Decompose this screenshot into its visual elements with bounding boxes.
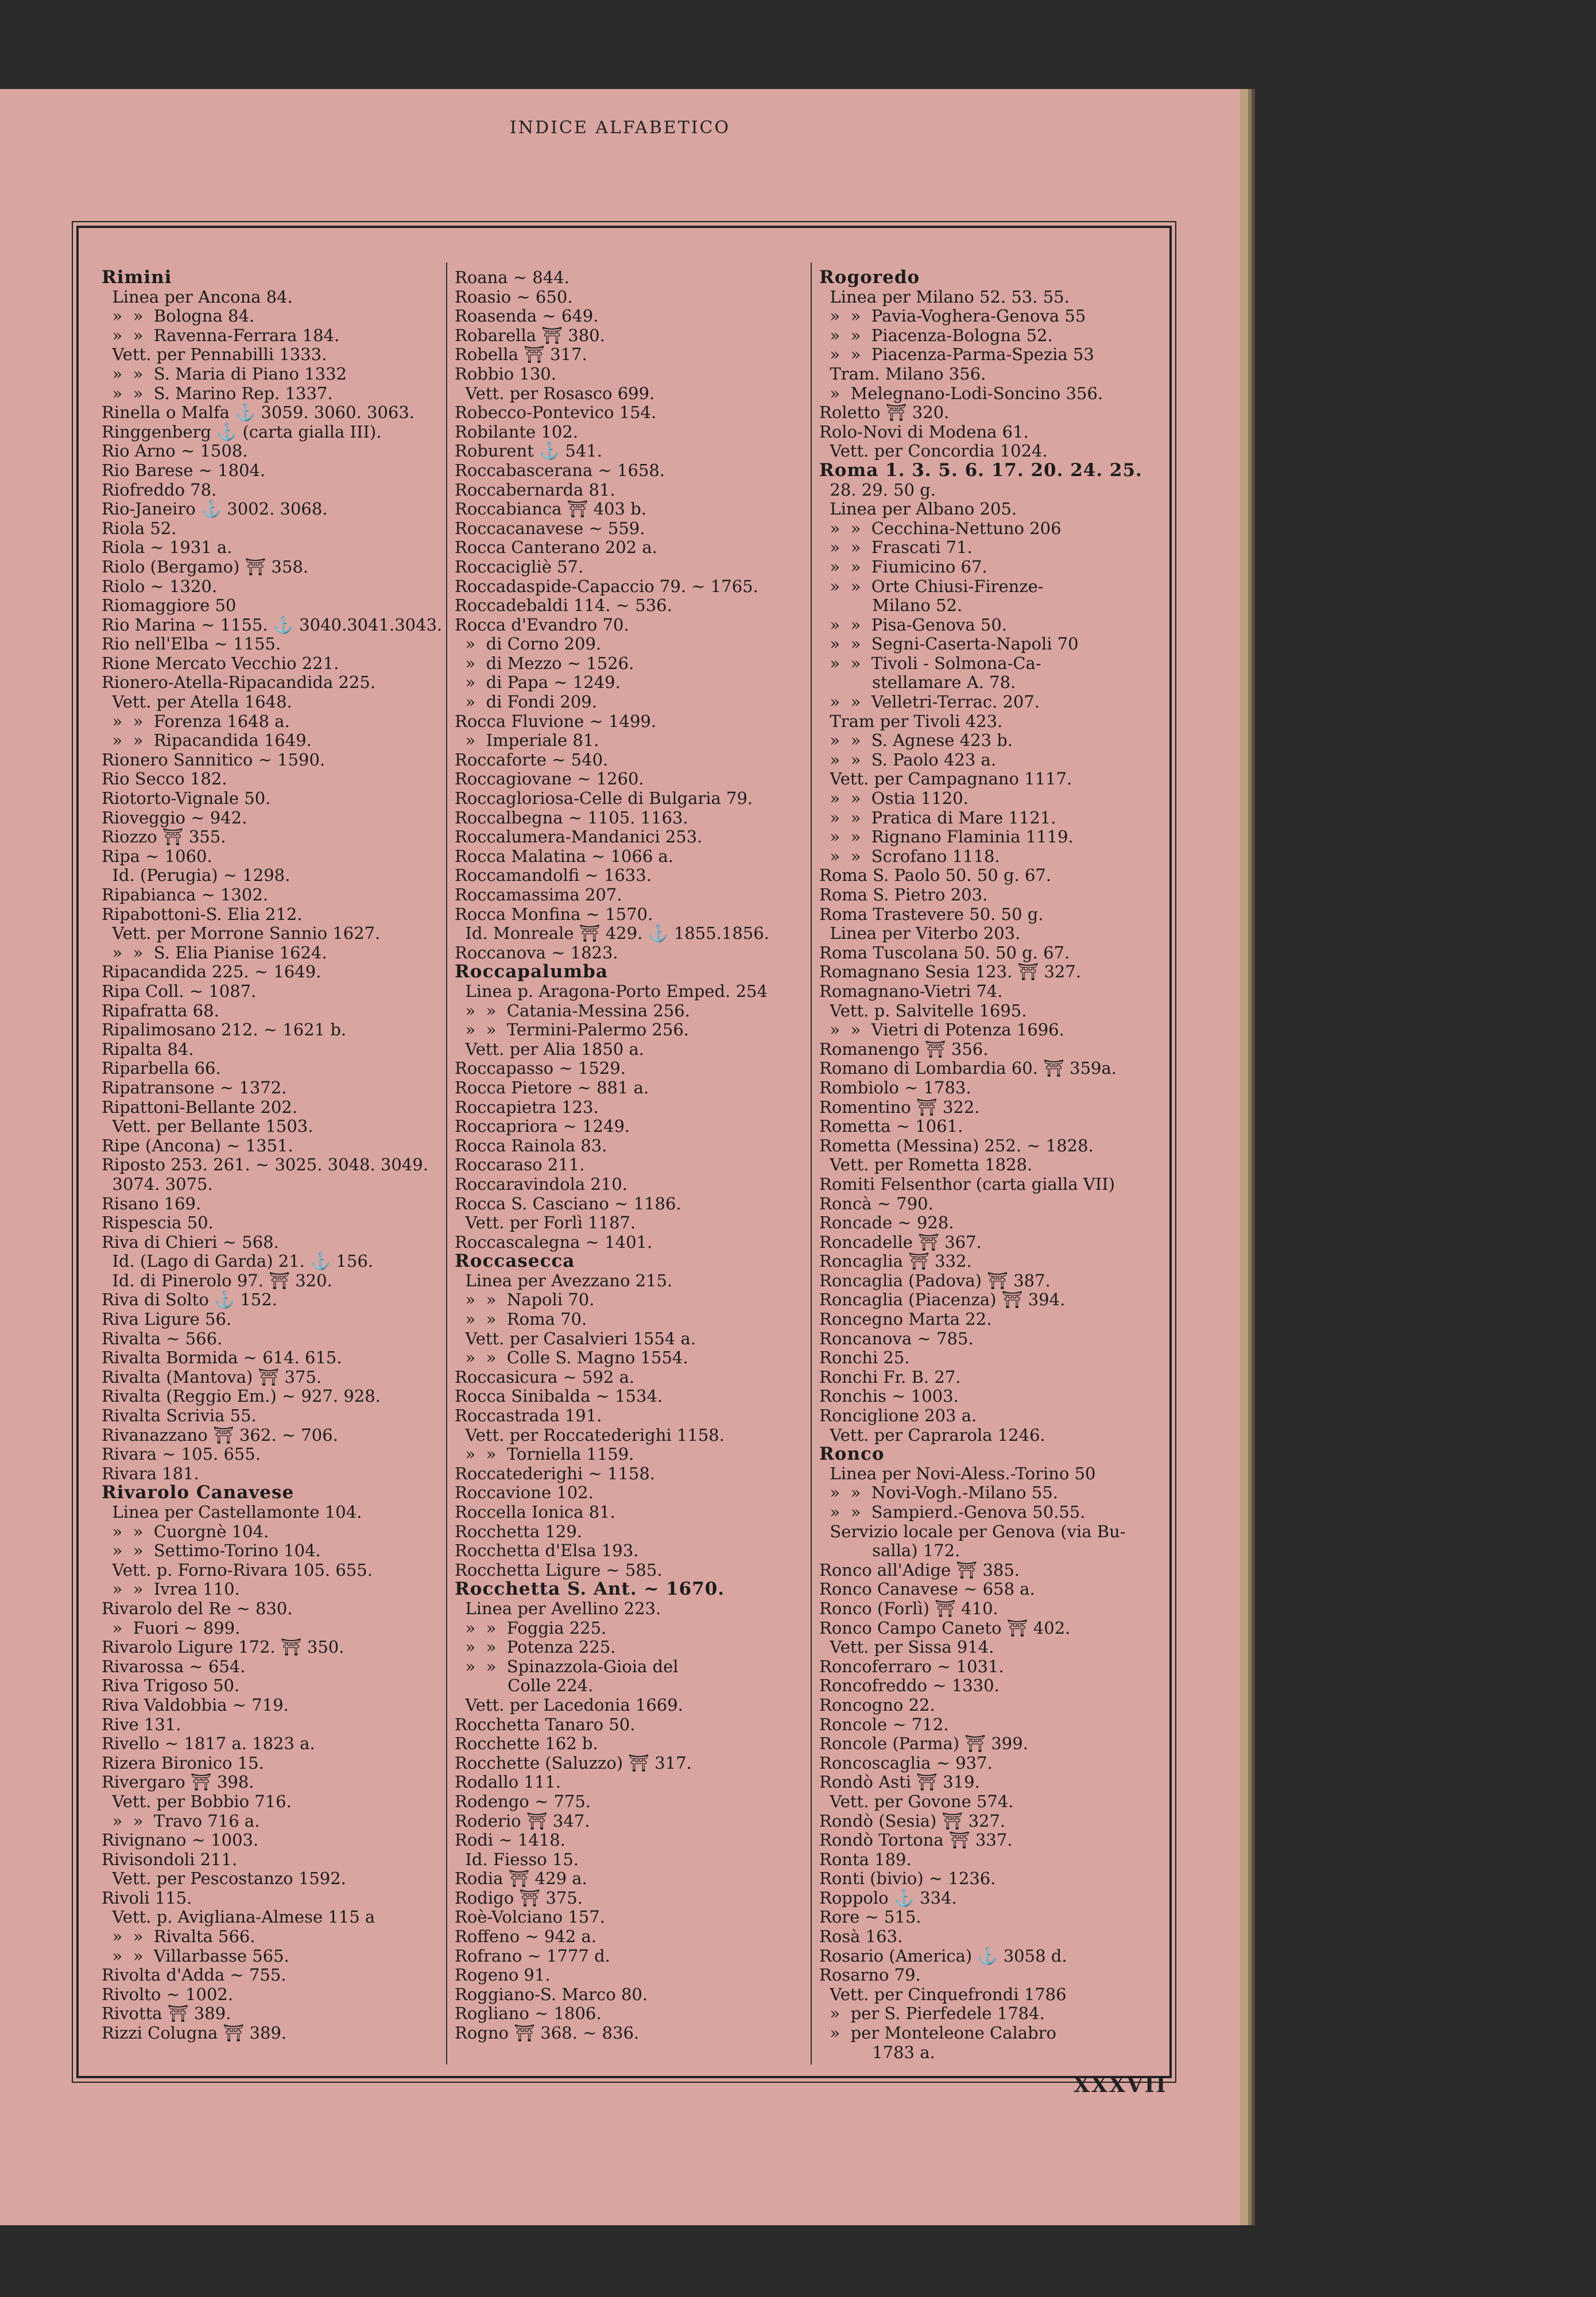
- index-entry: Roderio ⛩ 347.: [455, 1811, 590, 1831]
- index-entry: Vett. per Bobbio 716.: [102, 1791, 292, 1811]
- index-entry: Riofreddo 78.: [102, 479, 217, 500]
- index-entry: Roccaforte ~ 540.: [455, 749, 609, 769]
- index-entry: Rio Secco 182.: [102, 769, 227, 789]
- index-entry: Riolo ~ 1320.: [102, 576, 218, 596]
- index-entry: Milano 52.: [819, 595, 963, 616]
- index-entry: » » Pisa-Genova 50.: [819, 614, 1008, 635]
- index-entry: Robbio 130.: [455, 364, 556, 384]
- index-entry: » » Tivoli - Solmona-Ca-: [819, 653, 1041, 673]
- index-entry: Roccanova ~ 1823.: [455, 942, 618, 962]
- index-entry: Roccamassima 207.: [455, 885, 622, 904]
- index-entry: Roma S. Paolo 50. 50 g. 67.: [819, 865, 1052, 885]
- index-entry: Roccapriora ~ 1249.: [455, 1116, 630, 1136]
- index-entry: Roncoferraro ~ 1031.: [819, 1656, 1004, 1676]
- index-entry: Rio nell'Elba ~ 1155.: [102, 634, 281, 654]
- index-entry: Rizzi Colugna ⛩ 389.: [102, 2023, 287, 2043]
- index-entry: Id. Monreale ⛩ 429. ⚓ 1855.1856.: [455, 923, 769, 943]
- index-entry: Ronti (bivio) ~ 1236.: [819, 1869, 996, 1889]
- index-entry: 3074. 3075.: [102, 1174, 213, 1194]
- index-frame: [76, 226, 1172, 2078]
- index-entry: Rio Barese ~ 1804.: [102, 460, 266, 480]
- index-entry: » per S. Pierfedele 1784.: [819, 2004, 1045, 2024]
- index-entry: Rivisondoli 211.: [102, 1849, 238, 1869]
- index-entry: » » S. Agnese 423 b.: [819, 730, 1013, 751]
- index-entry: Riva di Chieri ~ 568.: [102, 1232, 279, 1252]
- index-entry: Linea p. Aragona-Porto Emped. 254: [455, 981, 768, 1001]
- index-entry: Roccalbegna ~ 1105. 1163.: [455, 807, 688, 827]
- index-entry: » » Termini-Palermo 256.: [455, 1020, 689, 1040]
- index-entry: Vett. per Campagnano 1117.: [819, 769, 1072, 789]
- index-entry: Roccapietra 123.: [455, 1097, 599, 1117]
- column-rule: [811, 262, 812, 2064]
- index-entry: Vett. per Rosasco 699.: [455, 383, 655, 403]
- index-entry: » » Bologna 84.: [102, 306, 255, 326]
- index-entry: Roccacigliè 57.: [455, 556, 584, 577]
- index-entry: Riola 52.: [102, 518, 177, 538]
- index-entry: Roccella Ionica 81.: [455, 1502, 615, 1522]
- index-entry: » » Scrofano 1118.: [819, 846, 1000, 866]
- index-entry: Ronco (Forlì) ⛩ 410.: [819, 1598, 998, 1618]
- index-entry: Rocca d'Evandro 70.: [455, 614, 629, 635]
- index-heading: Ronco: [819, 1444, 885, 1465]
- index-entry: Rivignano ~ 1003.: [102, 1830, 259, 1850]
- index-entry: Linea per Avezzano 215.: [455, 1270, 673, 1290]
- index-entry: Vett. per Morrone Sannio 1627.: [102, 923, 381, 943]
- index-entry: Vett. p. Salvitelle 1695.: [819, 1000, 1027, 1020]
- index-entry: Rocca Monfina ~ 1570.: [455, 904, 653, 924]
- index-entry: Rio-Janeiro ⚓ 3002. 3068.: [102, 499, 328, 519]
- index-entry: Rondò (Sesia) ⛩ 327.: [819, 1811, 1006, 1831]
- index-entry: Roccadebaldi 114. ~ 536.: [455, 595, 672, 616]
- index-entry: » » Pratica di Mare 1121.: [819, 807, 1056, 827]
- index-entry: Rivara 181.: [102, 1463, 199, 1483]
- index-entry: Ronco Campo Caneto ⛩ 402.: [819, 1618, 1071, 1638]
- index-entry: Ronchi 25.: [819, 1348, 910, 1368]
- index-entry: Ripatransone ~ 1372.: [102, 1077, 287, 1097]
- index-entry: Rinella o Malfa ⚓ 3059. 3060. 3063.: [102, 403, 415, 423]
- index-entry: Roccastrada 191.: [455, 1406, 602, 1426]
- index-entry: Ronchis ~ 1003.: [819, 1386, 959, 1406]
- index-entry: » per Monteleone Calabro: [819, 2023, 1056, 2043]
- index-entry: Roccadaspide-Capaccio 79. ~ 1765.: [455, 576, 758, 596]
- index-column-3: [819, 268, 1169, 2062]
- index-entry: stellamare A. 78.: [819, 672, 1016, 693]
- index-entry: Id. Fiesso 15.: [455, 1849, 579, 1869]
- index-entry: salla) 172.: [819, 1541, 960, 1561]
- index-entry: » » Villarbasse 565.: [102, 1946, 289, 1966]
- index-entry: » » Rivalta 566.: [102, 1927, 255, 1947]
- index-entry: » » Potenza 225.: [455, 1637, 616, 1657]
- index-entry: Vett. per Roccatederighi 1158.: [455, 1425, 725, 1445]
- index-entry: Roma Trastevere 50. 50 g.: [819, 904, 1044, 924]
- index-entry: » » Orte Chiusi-Firenze-: [819, 576, 1044, 596]
- index-entry: Roncanova ~ 785.: [819, 1328, 974, 1348]
- index-entry: Vett. per Lacedonia 1669.: [455, 1695, 683, 1715]
- index-entry: Rombiolo ~ 1783.: [819, 1077, 971, 1097]
- index-entry: Rodengo ~ 775.: [455, 1791, 591, 1811]
- index-entry: Ripalimosano 212. ~ 1621 b.: [102, 1020, 347, 1040]
- index-entry: Roncegno Marta 22.: [819, 1309, 992, 1329]
- index-entry: Ronchi Fr. B. 27.: [819, 1367, 961, 1387]
- index-entry: Roccapasso ~ 1529.: [455, 1058, 626, 1078]
- index-entry: » » Frascati 71.: [819, 537, 973, 558]
- index-entry: Riva Trigoso 50.: [102, 1676, 240, 1696]
- index-entry: » » Napoli 70.: [455, 1290, 595, 1310]
- index-heading: Rocchetta S. Ant. ~ 1670.: [455, 1579, 725, 1600]
- index-entry: Linea per Avellino 223.: [455, 1598, 661, 1618]
- index-entry: Roncà ~ 790.: [819, 1193, 933, 1213]
- index-entry: Roccabianca ⛩ 403 b.: [455, 499, 647, 519]
- index-entry: Rione Mercato Vecchio 221.: [102, 653, 339, 673]
- index-entry: » » Rignano Flaminia 1119.: [819, 827, 1074, 847]
- index-entry: Roncole ~ 712.: [819, 1714, 949, 1734]
- index-entry: Riomaggiore 50: [102, 595, 237, 616]
- index-entry: Riozzo ⛩ 355.: [102, 827, 226, 847]
- index-entry: Roncoscaglia ~ 937.: [819, 1753, 993, 1773]
- index-entry: » » Catania-Messina 256.: [455, 1000, 690, 1020]
- index-entry: Rivotta ⛩ 389.: [102, 2004, 231, 2024]
- index-entry: Roccabernarda 81.: [455, 479, 615, 500]
- index-entry: Ronta 189.: [819, 1849, 912, 1869]
- index-entry: Rocchetta d'Elsa 193.: [455, 1541, 639, 1561]
- index-entry: Rivalta (Reggio Em.) ~ 927. 928.: [102, 1386, 381, 1406]
- index-entry: Vett. per Forlì 1187.: [455, 1213, 636, 1233]
- index-entry: Robecco-Pontevico 154.: [455, 403, 657, 423]
- index-entry: Ringgenberg ⚓ (carta gialla III).: [102, 421, 382, 442]
- index-entry: » » Cuorgnè 104.: [102, 1521, 269, 1541]
- index-entry: Vett. per Cinquefrondi 1786: [819, 1984, 1067, 2004]
- index-entry: Roccalumera-Mandanici 253.: [455, 827, 703, 847]
- index-entry: Riva di Solto ⚓ 152.: [102, 1290, 277, 1310]
- index-entry: Ronciglione 203 a.: [819, 1406, 977, 1426]
- index-entry: » » Cecchina-Nettuno 206: [819, 518, 1062, 538]
- index-entry: Roasenda ~ 649.: [455, 306, 599, 326]
- index-entry: » » Velletri-Terrac. 207.: [819, 692, 1040, 712]
- index-entry: Roccaraso 211.: [455, 1155, 585, 1175]
- index-entry: » Imperiale 81.: [455, 730, 599, 751]
- index-entry: Roffeno ~ 942 a.: [455, 1927, 597, 1947]
- index-entry: Rio Arno ~ 1508.: [102, 441, 248, 461]
- index-entry: Roana ~ 844.: [455, 268, 570, 287]
- index-entry: » » Settimo-Torino 104.: [102, 1541, 321, 1561]
- index-entry: » » Fiumicino 67.: [819, 556, 987, 577]
- index-entry: Rocca S. Casciano ~ 1186.: [455, 1193, 681, 1213]
- index-entry: Vett. per Casalvieri 1554 a.: [455, 1328, 696, 1348]
- index-heading: Roccapalumba: [455, 961, 608, 983]
- index-entry: Riola ~ 1931 a.: [102, 537, 233, 558]
- index-entry: Roccamandolfi ~ 1633.: [455, 865, 652, 885]
- index-entry: Rodia ⛩ 429 a.: [455, 1869, 587, 1889]
- index-entry: Robarella ⛩ 380.: [455, 325, 605, 345]
- page-header: INDICE ALFABETICO: [509, 118, 731, 138]
- index-entry: Roncaglia (Piacenza) ⛩ 394.: [819, 1290, 1066, 1310]
- index-entry: Roccaravindola 210.: [455, 1174, 627, 1194]
- index-entry: Rocchetta Ligure ~ 585.: [455, 1560, 663, 1580]
- index-entry: Ripafratta 68.: [102, 1000, 219, 1020]
- index-entry: Roppolo ⚓ 334.: [819, 1888, 957, 1908]
- index-entry: Rivarossa ~ 654.: [102, 1656, 246, 1676]
- index-entry: Roletto ⛩ 320.: [819, 403, 950, 423]
- index-entry: Vett. per Pennabilli 1333.: [102, 345, 327, 365]
- index-entry: Romentino ⛩ 322.: [819, 1097, 980, 1117]
- index-entry: » » S. Paolo 423 a.: [819, 749, 997, 769]
- index-entry: Id. (Lago di Garda) 21. ⚓ 156.: [102, 1251, 373, 1271]
- index-entry: Roburent ⚓ 541.: [455, 441, 603, 461]
- index-entry: » Melegnano-Lodi-Soncino 356.: [819, 383, 1103, 403]
- index-entry: » » Vietri di Potenza 1696.: [819, 1020, 1064, 1040]
- index-heading: Roccasecca: [455, 1251, 575, 1272]
- index-entry: Romagnano Sesia 123. ⛩ 327.: [819, 962, 1082, 982]
- index-entry: Rivalta (Mantova) ⛩ 375.: [102, 1367, 322, 1387]
- index-entry: » » Piacenza-Bologna 52.: [819, 325, 1053, 345]
- index-entry: Romiti Felsenthor (carta gialla VII): [819, 1174, 1115, 1194]
- index-entry: Ripabianca ~ 1302.: [102, 885, 269, 904]
- index-entry: Riva Valdobbia ~ 719.: [102, 1695, 289, 1715]
- index-entry: Rivoli 115.: [102, 1888, 192, 1908]
- index-entry: Id. (Perugia) ~ 1298.: [102, 865, 290, 885]
- index-entry: Rosarno 79.: [819, 1965, 921, 1985]
- index-entry: Rionero-Atella-Ripacandida 225.: [102, 672, 376, 693]
- index-entry: Rocca Sinibalda ~ 1534.: [455, 1386, 663, 1406]
- index-entry: Rondò Tortona ⛩ 337.: [819, 1830, 1013, 1850]
- index-entry: Romagnano-Vietri 74.: [819, 981, 1003, 1001]
- index-entry: Rio Marina ~ 1155. ⚓ 3040.3041.3043.: [102, 614, 443, 635]
- index-entry: Rocca Malatina ~ 1066 a.: [455, 846, 673, 866]
- index-entry: Ripacandida 225. ~ 1649.: [102, 962, 321, 982]
- index-entry: Rivello ~ 1817 a. 1823 a.: [102, 1734, 315, 1754]
- index-entry: » » Colle S. Magno 1554.: [455, 1348, 688, 1368]
- index-entry: 1783 a.: [819, 2042, 935, 2062]
- index-entry: Vett. per Govone 574.: [819, 1791, 1014, 1811]
- index-entry: » di Fondi 209.: [455, 692, 597, 712]
- index-entry: Vett. p. Avigliana-Almese 115 a: [102, 1907, 375, 1927]
- index-entry: Rizera Bironico 15.: [102, 1753, 264, 1773]
- index-entry: Risano 169.: [102, 1193, 202, 1213]
- index-entry: Riva Ligure 56.: [102, 1309, 232, 1329]
- index-entry: Tram per Tivoli 423.: [819, 711, 1003, 731]
- index-entry: Roccasicura ~ 592 a.: [455, 1367, 635, 1387]
- index-entry: » » S. Maria di Piano 1332: [102, 364, 347, 384]
- index-entry: » di Mezzo ~ 1526.: [455, 653, 634, 673]
- index-entry: Vett. per Sissa 914.: [819, 1637, 994, 1657]
- index-entry: Roccagloriosa-Celle di Bulgaria 79.: [455, 788, 753, 809]
- index-entry: Linea per Albano 205.: [819, 499, 1017, 519]
- index-entry: Linea per Castellamonte 104.: [102, 1502, 362, 1522]
- index-entry: Roggiano-S. Marco 80.: [455, 1984, 648, 2004]
- index-entry: Tram. Milano 356.: [819, 364, 986, 384]
- index-entry: Robella ⛩ 317.: [455, 345, 587, 365]
- index-entry: » Fuori ~ 899.: [102, 1618, 241, 1638]
- index-entry: Ronco Canavese ~ 658 a.: [819, 1579, 1035, 1599]
- index-entry: Linea per Milano 52. 53. 55.: [819, 287, 1070, 307]
- index-entry: Rogno ⛩ 368. ~ 836.: [455, 2023, 640, 2043]
- index-entry: Ripe (Ancona) ~ 1351.: [102, 1135, 293, 1155]
- index-entry: Ronco all'Adige ⛩ 385.: [819, 1560, 1020, 1580]
- index-entry: Roncole (Parma) ⛩ 399.: [819, 1734, 1028, 1754]
- index-column-2: [455, 268, 805, 2043]
- index-entry: Roccagiovane ~ 1260.: [455, 769, 644, 789]
- index-entry: Vett. per Concordia 1024.: [819, 441, 1048, 461]
- index-entry: Rivarolo del Re ~ 830.: [102, 1598, 293, 1618]
- index-entry: Rosà 163.: [819, 1927, 903, 1947]
- index-entry: » » Ostia 1120.: [819, 788, 969, 809]
- index-entry: » » Spinazzola-Gioia del: [455, 1656, 679, 1676]
- index-entry: Roncadelle ⛩ 367.: [819, 1232, 982, 1252]
- index-entry: Rocchetta 129.: [455, 1521, 583, 1541]
- index-entry: Rofrano ~ 1777 d.: [455, 1946, 610, 1966]
- index-entry: Vett. per Rometta 1828.: [819, 1155, 1033, 1175]
- index-entry: Riposto 253. 261. ~ 3025. 3048. 3049.: [102, 1155, 428, 1175]
- index-entry: Rivalta Scrivia 55.: [102, 1406, 257, 1426]
- index-entry: Rivergaro ⛩ 398.: [102, 1772, 254, 1792]
- index-entry: Vett. per Atella 1648.: [102, 692, 292, 712]
- index-entry: Rivara ~ 105. 655.: [102, 1444, 261, 1464]
- index-entry: Rocchetta Tanaro 50.: [455, 1714, 636, 1734]
- index-entry: Roccabascerana ~ 1658.: [455, 460, 665, 480]
- index-entry: Roccatederighi ~ 1158.: [455, 1463, 656, 1483]
- index-entry: Rivolto ~ 1002.: [102, 1984, 234, 2004]
- index-entry: Riparbella 66.: [102, 1058, 221, 1078]
- index-entry: » di Papa ~ 1249.: [455, 672, 621, 693]
- index-entry: Robilante 102.: [455, 421, 578, 442]
- index-entry: Rivalta Bormida ~ 614. 615.: [102, 1348, 342, 1368]
- index-entry: Roasio ~ 650.: [455, 287, 573, 307]
- index-entry: Id. di Pinerolo 97. ⛩ 320.: [102, 1270, 332, 1290]
- index-entry: Vett. p. Forno-Rivara 105. 655.: [102, 1560, 373, 1580]
- page-number: XXXVII: [1074, 2073, 1168, 2097]
- index-entry: Rionero Sannitico ~ 1590.: [102, 749, 326, 769]
- index-heading: Roma 1. 3. 5. 6. 17. 20. 24. 25.: [819, 459, 1142, 481]
- index-entry: Rivarolo Ligure 172. ⛩ 350.: [102, 1637, 344, 1657]
- index-entry: Roncogno 22.: [819, 1695, 935, 1715]
- index-entry: Riolo (Bergamo) ⛩ 358.: [102, 556, 309, 577]
- index-heading: Rogoredo: [819, 268, 920, 288]
- index-heading: Rivarolo Canavese: [102, 1482, 295, 1503]
- index-entry: Servizio locale per Genova (via Bu-: [819, 1521, 1126, 1541]
- index-entry: Riotorto-Vignale 50.: [102, 788, 271, 809]
- index-entry: » » S. Elia Pianise 1624.: [102, 942, 327, 962]
- index-entry: 28. 29. 50 g.: [819, 479, 936, 500]
- index-entry: Rocca Rainola 83.: [455, 1135, 607, 1155]
- index-entry: » di Corno 209.: [455, 634, 602, 654]
- index-entry: Roncofreddo ~ 1330.: [819, 1676, 1000, 1696]
- index-entry: Rometta ~ 1061.: [819, 1116, 963, 1136]
- index-entry: Rocca Canterano 202 a.: [455, 537, 657, 558]
- index-entry: Roma Tuscolana 50. 50 g. 67.: [819, 942, 1070, 962]
- index-entry: Rosario (America) ⚓ 3058 d.: [819, 1946, 1067, 1966]
- index-entry: Roncade ~ 928.: [819, 1213, 954, 1233]
- index-entry: Vett. per Alia 1850 a.: [455, 1039, 644, 1059]
- index-entry: Rondò Asti ⛩ 319.: [819, 1772, 980, 1792]
- index-entry: Rometta (Messina) 252. ~ 1828.: [819, 1135, 1094, 1155]
- index-entry: » » Ivrea 110.: [102, 1579, 240, 1599]
- index-entry: Rivalta ~ 566.: [102, 1328, 223, 1348]
- index-entry: Rivolta d'Adda ~ 755.: [102, 1965, 286, 1985]
- index-entry: Ripa Coll. ~ 1087.: [102, 981, 257, 1001]
- index-entry: Linea per Viterbo 203.: [819, 923, 1021, 943]
- index-entry: Roccascalegna ~ 1401.: [455, 1232, 653, 1252]
- index-entry: Rioveggio ~ 942.: [102, 807, 247, 827]
- index-entry: Roma S. Pietro 203.: [819, 885, 988, 904]
- index-entry: » » Forenza 1648 a.: [102, 711, 290, 731]
- index-entry: » » Roma 70.: [455, 1309, 587, 1329]
- index-entry: Rogeno 91.: [455, 1965, 551, 1985]
- index-entry: » » Foggia 225.: [455, 1618, 607, 1638]
- index-column-1: [102, 268, 452, 2043]
- index-entry: » » Piacenza-Parma-Spezia 53: [819, 345, 1094, 365]
- index-heading: Rimini: [102, 268, 172, 288]
- index-entry: Rocchette 162 b.: [455, 1734, 598, 1754]
- index-entry: Roncaglia (Padova) ⛩ 387.: [819, 1270, 1051, 1290]
- index-entry: Rodigo ⛩ 375.: [455, 1888, 583, 1908]
- index-entry: Rogliano ~ 1806.: [455, 2004, 602, 2024]
- index-entry: Romanengo ⛩ 356.: [819, 1039, 989, 1059]
- index-entry: Rocca Fluvione ~ 1499.: [455, 711, 657, 731]
- index-entry: Rolo-Novi di Modena 61.: [819, 421, 1029, 442]
- index-entry: Ripa ~ 1060.: [102, 846, 212, 866]
- index-entry: » » Novi-Vogh.-Milano 55.: [819, 1483, 1058, 1503]
- index-entry: » » S. Marino Rep. 1337.: [102, 383, 333, 403]
- index-entry: Colle 224.: [455, 1676, 594, 1696]
- index-entry: Ripabottoni-S. Elia 212.: [102, 904, 303, 924]
- index-entry: Vett. per Pescostanzo 1592.: [102, 1869, 346, 1889]
- index-entry: » » Ravenna-Ferrara 184.: [102, 325, 340, 345]
- index-entry: Vett. per Bellante 1503.: [102, 1116, 313, 1136]
- index-entry: Roccacanavese ~ 559.: [455, 518, 645, 538]
- index-entry: Linea per Ancona 84.: [102, 287, 293, 307]
- index-entry: Rivanazzano ⛩ 362. ~ 706.: [102, 1425, 338, 1445]
- index-entry: Ripalta 84.: [102, 1039, 194, 1059]
- index-entry: » » Sampierd.-Genova 50.55.: [819, 1502, 1086, 1522]
- index-entry: Rocchette (Saluzzo) ⛩ 317.: [455, 1753, 692, 1773]
- index-entry: Linea per Novi-Aless.-Torino 50: [819, 1463, 1096, 1483]
- index-entry: » » Pavia-Voghera-Genova 55: [819, 306, 1086, 326]
- index-entry: » » Segni-Caserta-Napoli 70: [819, 634, 1079, 654]
- index-entry: » » Travo 716 a.: [102, 1811, 260, 1831]
- index-entry: » » Ripacandida 1649.: [102, 730, 312, 751]
- index-entry: Rodallo 111.: [455, 1772, 561, 1792]
- index-entry: Rocca Pietore ~ 881 a.: [455, 1077, 649, 1097]
- index-entry: Rodi ~ 1418.: [455, 1830, 565, 1850]
- index-entry: Rive 131.: [102, 1714, 181, 1734]
- index-entry: Rore ~ 515.: [819, 1907, 921, 1927]
- index-entry: Roè-Volciano 157.: [455, 1907, 605, 1927]
- index-entry: » » Torniella 1159.: [455, 1444, 634, 1464]
- index-entry: Ripattoni-Bellante 202.: [102, 1097, 298, 1117]
- index-entry: Romano di Lombardia 60. ⛩ 359a.: [819, 1058, 1117, 1078]
- index-entry: Rispescia 50.: [102, 1213, 214, 1233]
- index-entry: Vett. per Caprarola 1246.: [819, 1425, 1045, 1445]
- index-entry: Roncaglia ⛩ 332.: [819, 1251, 972, 1271]
- index-entry: Roccavione 102.: [455, 1483, 594, 1503]
